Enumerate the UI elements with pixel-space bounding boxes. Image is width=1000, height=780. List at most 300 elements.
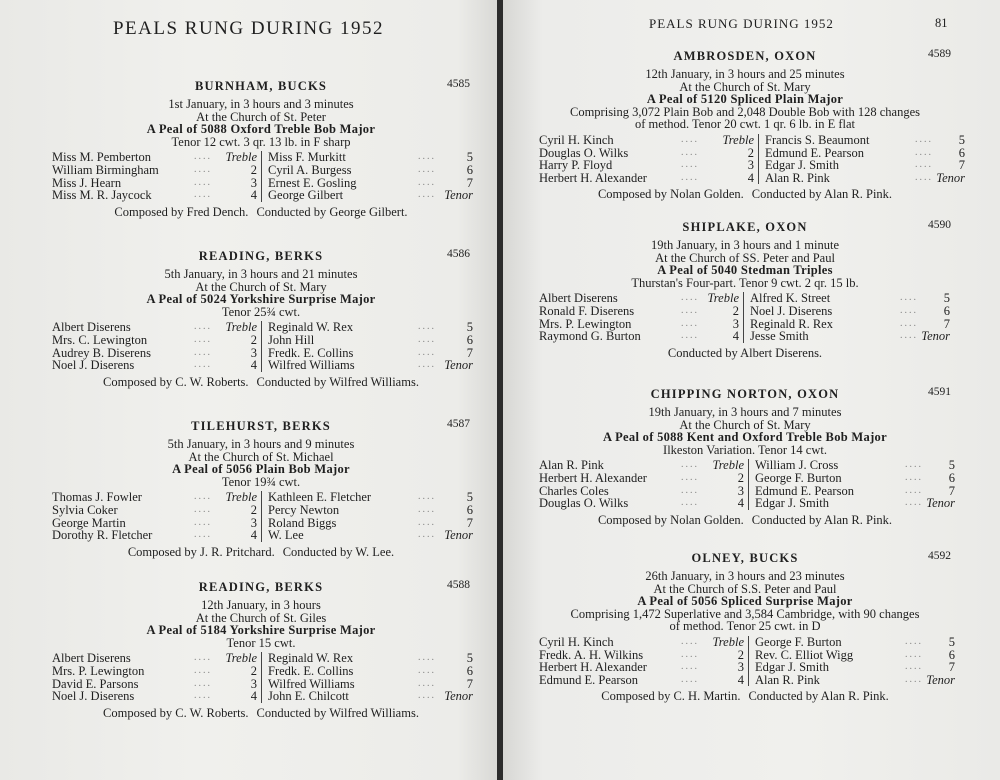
leader-dots: ....	[194, 503, 212, 515]
bell-number: Treble	[712, 634, 744, 649]
conductor-credit: Conducted by Albert Diserens.	[667, 345, 823, 360]
peal-credits	[52, 707, 470, 720]
ringers-column-left	[539, 459, 749, 509]
ringer-name: Edgar J. Smith	[755, 496, 829, 511]
peal-detail-line: At the Church of SS. Peter and Paul	[655, 250, 835, 265]
leader-dots: ....	[681, 661, 699, 673]
peal-tenor: Tenor 15 cwt.	[226, 635, 296, 650]
leader-dots: ....	[194, 677, 212, 689]
bell-number: 4	[732, 329, 739, 344]
ringers-table	[539, 634, 955, 687]
ringer-name: Percy Newton	[268, 502, 340, 517]
peal-record	[52, 248, 473, 389]
leader-dots: ....	[905, 673, 923, 685]
ringers-column-left	[52, 652, 262, 702]
ringer-row	[268, 359, 473, 372]
ringer-row	[755, 674, 955, 687]
ringer-name: Edgar J. Smith	[755, 660, 829, 675]
leader-dots: ....	[681, 133, 699, 145]
peal-detail-line: At the Church of St. Mary	[679, 79, 811, 94]
bell-number: 3	[250, 515, 257, 530]
ringer-name: Miss F. Murkitt	[268, 150, 346, 165]
peal-detail-line: 12th January, in 3 hours and 25 minutes	[645, 67, 845, 81]
ringer-name: Miss J. Hearn	[52, 175, 122, 190]
ringer-row	[268, 334, 473, 347]
ringer-row	[268, 164, 473, 177]
leader-dots: ....	[194, 163, 212, 175]
ringer-name: Fredk. A. H. Wilkins	[539, 647, 644, 662]
bell-number: 4	[737, 672, 744, 687]
running-header-title: PEALS RUNG DURING 1952	[649, 16, 834, 31]
bell-number: 2	[747, 145, 754, 160]
leader-dots: ....	[681, 330, 699, 342]
ringer-row	[52, 504, 257, 517]
leader-dots: ....	[905, 484, 923, 496]
bell-number: 7	[466, 515, 473, 530]
peal-tenor: Tenor 19¾ cwt.	[221, 474, 301, 489]
peal-credits	[52, 546, 470, 559]
bell-number: 2	[737, 470, 744, 485]
bell-number: 5	[958, 132, 965, 147]
bell-number: 5	[466, 150, 473, 165]
ringer-name: Wilfred Williams	[268, 358, 355, 373]
peal-credits	[539, 514, 951, 527]
bell-number: 7	[948, 660, 955, 675]
peal-record	[52, 579, 473, 720]
leader-dots: ....	[905, 661, 923, 673]
ringer-name: Cyril A. Burgess	[268, 162, 352, 177]
leader-dots: ....	[900, 317, 918, 329]
composer-credit: Composed by Fred Dench.	[114, 204, 249, 219]
leader-dots: ....	[194, 321, 212, 333]
leader-dots: ....	[194, 359, 212, 371]
ringers-column-right	[749, 459, 955, 509]
bell-number: 6	[466, 502, 473, 517]
peal-location: BURNHAM, BUCKS	[194, 79, 328, 93]
bell-number: 7	[466, 676, 473, 691]
leader-dots: ....	[905, 635, 923, 647]
ringer-row	[268, 189, 473, 202]
bell-number: 6	[466, 162, 473, 177]
bell-number: Tenor	[444, 358, 473, 373]
bell-number: 4	[250, 689, 257, 704]
composer-credit: Composed by Nolan Golden.	[597, 512, 744, 527]
bell-number: 5	[466, 490, 473, 505]
bell-number: Tenor	[444, 528, 473, 543]
ringer-name: Edmund E. Pearson	[765, 145, 864, 160]
ringer-name: Mrs. P. Lewington	[52, 663, 145, 678]
peal-method-note: Comprising 3,072 Plain Bob and 2,048 Double Bob with 128 changes	[570, 104, 920, 119]
ringer-name: Alan R. Pink	[765, 170, 830, 185]
ringer-row	[750, 330, 950, 343]
ringer-name: Miss M. Pemberton	[52, 150, 151, 165]
bell-number: Tenor	[926, 496, 955, 511]
ringer-row	[52, 334, 257, 347]
ringer-row	[539, 134, 754, 147]
bell-number: 5	[948, 458, 955, 473]
running-header	[503, 16, 1000, 36]
composer-credit: Composed by C. W. Roberts.	[103, 374, 249, 389]
ringer-row	[750, 305, 950, 318]
bell-number: 6	[943, 303, 950, 318]
ringers-table	[52, 490, 473, 543]
leader-dots: ....	[194, 516, 212, 528]
leader-dots: ....	[681, 159, 699, 171]
ringer-name: John E. Chilcott	[268, 689, 349, 704]
bell-number: Tenor	[921, 329, 950, 344]
bell-number: 3	[250, 175, 257, 190]
left-page	[0, 0, 497, 780]
ringer-row	[268, 529, 473, 542]
right-page	[503, 0, 1000, 780]
bell-number: Treble	[722, 132, 754, 147]
ringer-name: Reginald R. Rex	[750, 316, 833, 331]
leader-dots: ....	[418, 516, 436, 528]
leader-dots: ....	[900, 292, 918, 304]
ringer-name: Ronald F. Diserens	[539, 303, 635, 318]
bell-number: Treble	[712, 458, 744, 473]
leader-dots: ....	[681, 648, 699, 660]
ringer-name: Audrey B. Diserens	[52, 345, 151, 360]
leader-dots: ....	[418, 677, 436, 689]
peal-record	[539, 221, 951, 359]
leader-dots: ....	[905, 648, 923, 660]
peal-detail-line: 12th January, in 3 hours	[201, 598, 321, 612]
leader-dots: ....	[418, 359, 436, 371]
ringers-column-right	[262, 321, 473, 371]
conductor-credit: Conducted by W. Lee.	[282, 544, 395, 559]
ringer-row	[52, 189, 257, 202]
composer-credit: Composed by Nolan Golden.	[597, 187, 744, 202]
leader-dots: ....	[418, 189, 436, 201]
peal-heading	[539, 50, 951, 68]
peal-heading	[52, 581, 470, 599]
ringer-name: Fredk. E. Collins	[268, 663, 354, 678]
leader-dots: ....	[194, 690, 212, 702]
peal-title: A Peal of 5184 Yorkshire Surprise Major	[146, 623, 376, 638]
ringer-name: Thomas J. Fowler	[52, 490, 142, 505]
peal-number: 4591	[928, 386, 951, 398]
leader-dots: ....	[194, 652, 212, 664]
ringer-name: William J. Cross	[755, 458, 839, 473]
peal-title: A Peal of 5056 Plain Bob Major	[172, 462, 350, 477]
bell-number: Treble	[225, 150, 257, 165]
leader-dots: ....	[915, 171, 933, 183]
bell-number: 4	[250, 528, 257, 543]
bell-number: Treble	[225, 490, 257, 505]
leader-dots: ....	[900, 330, 918, 342]
bell-number: 5	[466, 651, 473, 666]
ringers-table	[52, 150, 473, 203]
bell-number: 5	[466, 320, 473, 335]
peal-detail-line: 19th January, in 3 hours and 1 minute	[650, 238, 840, 252]
ringer-name: Herbert H. Alexander	[539, 170, 647, 185]
peal-heading	[539, 388, 951, 406]
bell-number: 5	[943, 291, 950, 306]
ringer-name: Kathleen E. Fletcher	[268, 490, 372, 505]
peal-detail-line: At the Church of St. Mary	[195, 279, 327, 294]
bell-number: Tenor	[936, 170, 965, 185]
ringers-column-left	[539, 134, 759, 184]
ringer-row	[52, 690, 257, 703]
bell-number: 2	[737, 647, 744, 662]
ringers-table	[52, 320, 473, 373]
peal-location: SHIPLAKE, OXON	[682, 220, 808, 234]
peal-number: 4589	[928, 48, 951, 60]
ringer-name: Harry P. Floyd	[539, 158, 613, 173]
peal-credits	[52, 206, 470, 219]
ringers-column-right	[262, 652, 473, 702]
peal-record	[539, 386, 955, 527]
ringers-column-right	[262, 151, 473, 201]
peal-location: OLNEY, BUCKS	[691, 551, 799, 565]
peal-detail-line: 19th January, in 3 hours and 7 minutes	[648, 405, 842, 419]
ringer-name: Herbert H. Alexander	[539, 470, 647, 485]
bell-number: 6	[948, 647, 955, 662]
ringer-name: Reginald W. Rex	[268, 651, 354, 666]
peal-detail-line: 26th January, in 3 hours and 23 minutes	[645, 569, 845, 583]
conductor-credit: Conducted by Alan R. Pink.	[751, 187, 893, 202]
leader-dots: ....	[418, 529, 436, 541]
bell-number: 4	[737, 496, 744, 511]
leader-dots: ....	[194, 176, 212, 188]
peal-heading	[539, 221, 951, 239]
bell-number: 6	[958, 145, 965, 160]
bell-number: 6	[466, 663, 473, 678]
ringer-name: John Hill	[268, 332, 315, 347]
bell-number: 3	[250, 676, 257, 691]
ringers-column-left	[52, 491, 262, 541]
ringer-name: George Martin	[52, 515, 126, 530]
leader-dots: ....	[681, 292, 699, 304]
bell-number: 3	[737, 660, 744, 675]
peal-title: A Peal of 5120 Spliced Plain Major	[646, 92, 844, 107]
ringer-name: Sylvia Coker	[52, 502, 118, 517]
ringer-name: Cyril H. Kinch	[539, 132, 614, 147]
leader-dots: ....	[418, 176, 436, 188]
leader-dots: ....	[905, 459, 923, 471]
bell-number: 5	[948, 634, 955, 649]
leader-dots: ....	[194, 151, 212, 163]
leader-dots: ....	[418, 503, 436, 515]
ringer-name: Noel J. Diserens	[750, 303, 833, 318]
peal-method-note: Comprising 1,472 Superlative and 3,584 Cambridge, with 90 changes	[570, 606, 920, 621]
ringer-row	[52, 529, 257, 542]
peal-number: 4585	[447, 78, 470, 90]
composer-credit: Composed by J. R. Pritchard.	[127, 544, 275, 559]
ringer-row	[539, 330, 739, 343]
ringer-row	[52, 359, 257, 372]
ringer-row	[539, 661, 744, 674]
ringer-name: George F. Burton	[755, 634, 842, 649]
leader-dots: ....	[194, 529, 212, 541]
leader-dots: ....	[681, 459, 699, 471]
leader-dots: ....	[900, 304, 918, 316]
peal-method-note: of method. Tenor 25 cwt. in D	[669, 619, 821, 634]
peal-method-note: of method. Tenor 20 cwt. 1 qr. 6 lb. in E flat	[634, 117, 856, 132]
peal-credits	[539, 188, 951, 201]
bell-number: 2	[250, 502, 257, 517]
conductor-credit: Conducted by Wilfred Williams.	[256, 374, 419, 389]
bell-number: 3	[747, 158, 754, 173]
peal-detail-line: 1st January, in 3 hours and 3 minutes	[168, 97, 354, 111]
ringer-row	[539, 674, 744, 687]
ringers-column-left	[52, 321, 262, 371]
ringer-row	[539, 305, 739, 318]
leader-dots: ....	[905, 471, 923, 483]
leader-dots: ....	[418, 346, 436, 358]
page-title: PEALS RUNG DURING 1952	[112, 18, 385, 39]
ringer-row	[755, 497, 955, 510]
bell-number: 6	[466, 332, 473, 347]
bell-number: Tenor	[926, 672, 955, 687]
bell-number: 7	[466, 345, 473, 360]
leader-dots: ....	[681, 317, 699, 329]
bell-number: 4	[250, 358, 257, 373]
ringer-name: Herbert H. Alexander	[539, 660, 647, 675]
peal-heading	[539, 552, 951, 570]
ringer-row	[539, 636, 744, 649]
leader-dots: ....	[418, 690, 436, 702]
leader-dots: ....	[418, 151, 436, 163]
leader-dots: ....	[681, 146, 699, 158]
ringers-table	[539, 292, 951, 342]
peal-heading	[52, 80, 470, 98]
peal-detail-line: At the Church of St. Michael	[188, 449, 334, 464]
ringer-name: W. Lee	[268, 528, 304, 543]
bell-number: 2	[250, 162, 257, 177]
ringer-name: Jesse Smith	[750, 329, 809, 344]
peal-record	[52, 418, 473, 559]
leader-dots: ....	[418, 664, 436, 676]
bell-number: 3	[732, 316, 739, 331]
bell-number: 6	[948, 470, 955, 485]
peal-number: 4587	[447, 418, 470, 430]
peal-location: AMBROSDEN, OXON	[673, 49, 817, 63]
peal-record	[539, 48, 965, 202]
ringer-row	[268, 665, 473, 678]
bell-number: 7	[958, 158, 965, 173]
peal-credits	[539, 690, 951, 703]
leader-dots: ....	[681, 635, 699, 647]
bell-number: 4	[747, 170, 754, 185]
peal-title: A Peal of 5088 Kent and Oxford Treble Bob Major	[603, 430, 887, 445]
bell-number: 2	[250, 332, 257, 347]
bell-number: 7	[948, 483, 955, 498]
ringer-name: Roland Biggs	[268, 515, 337, 530]
leader-dots: ....	[905, 497, 923, 509]
peal-heading	[52, 420, 470, 438]
ringer-row	[52, 665, 257, 678]
peal-number: 4586	[447, 248, 470, 260]
ringer-name: William Birmingham	[52, 162, 159, 177]
ringer-name: Douglas O. Wilks	[539, 145, 629, 160]
ringer-name: David E. Parsons	[52, 676, 139, 691]
peal-tenor: Thurstan's Four-part. Tenor 9 cwt. 2 qr. 15 lb.	[631, 275, 859, 290]
ringer-name: Alan R. Pink	[539, 458, 604, 473]
ringers-table	[52, 651, 473, 704]
ringers-column-left	[539, 292, 744, 342]
conductor-credit: Conducted by George Gilbert.	[256, 204, 408, 219]
bell-number: Tenor	[444, 689, 473, 704]
peal-tenor: Ilkeston Variation. Tenor 14 cwt.	[663, 442, 827, 457]
peal-detail-line: At the Church of S.S. Peter and Paul	[653, 581, 837, 596]
ringer-name: Noel J. Diserens	[52, 689, 135, 704]
bell-number: Treble	[707, 291, 739, 306]
ringer-row	[765, 134, 965, 147]
ringer-name: Albert Diserens	[52, 320, 131, 335]
page-number: 81	[935, 16, 948, 30]
leader-dots: ....	[418, 333, 436, 345]
bell-number: Treble	[225, 651, 257, 666]
ringer-name: Fredk. E. Collins	[268, 345, 354, 360]
bell-number: 3	[737, 483, 744, 498]
ringer-name: Cyril H. Kinch	[539, 634, 614, 649]
peal-record	[52, 78, 473, 219]
peal-detail-line: 5th January, in 3 hours and 9 minutes	[167, 437, 355, 451]
ringer-row	[765, 172, 965, 185]
ringer-name: Wilfred Williams	[268, 676, 355, 691]
peal-detail-line: At the Church of St. Giles	[195, 610, 327, 625]
ringer-name: Francis S. Beaumont	[765, 132, 870, 147]
bell-number: 2	[732, 303, 739, 318]
ringer-row	[755, 472, 955, 485]
peal-title: A Peal of 5056 Spliced Surprise Major	[637, 594, 853, 609]
leader-dots: ....	[194, 491, 212, 503]
peal-heading	[52, 250, 470, 268]
ringer-name: Raymond G. Burton	[539, 329, 641, 344]
ringer-name: Reginald W. Rex	[268, 320, 354, 335]
leader-dots: ....	[194, 333, 212, 345]
conductor-credit: Conducted by Alan R. Pink.	[751, 512, 893, 527]
ringer-name: Mrs. P. Lewington	[539, 316, 632, 331]
ringer-name: Douglas O. Wilks	[539, 496, 629, 511]
ringer-row	[539, 497, 744, 510]
ringer-name: George F. Burton	[755, 470, 842, 485]
composer-credit: Composed by C. W. Roberts.	[103, 705, 249, 720]
peal-number: 4590	[928, 219, 951, 231]
ringers-column-right	[749, 636, 955, 686]
ringer-name: Alan R. Pink	[755, 672, 820, 687]
ringers-column-right	[759, 134, 965, 184]
ringers-column-right	[262, 491, 473, 541]
bell-number: 7	[943, 316, 950, 331]
leader-dots: ....	[418, 321, 436, 333]
leader-dots: ....	[681, 484, 699, 496]
ringer-name: Miss M. R. Jaycock	[52, 188, 152, 203]
peal-detail-line: At the Church of St. Mary	[679, 417, 811, 432]
bell-number: 3	[250, 345, 257, 360]
bell-number: 4	[250, 188, 257, 203]
ringer-row	[539, 159, 754, 172]
peal-tenor: Tenor 12 cwt. 3 qr. 13 lb. in F sharp	[171, 134, 351, 149]
ringer-name: Mrs. C. Lewington	[52, 332, 148, 347]
ringer-row	[755, 661, 955, 674]
peal-number: 4588	[447, 579, 470, 591]
leader-dots: ....	[915, 146, 933, 158]
peal-detail-line: 5th January, in 3 hours and 21 minutes	[164, 267, 358, 281]
bell-number: Treble	[225, 320, 257, 335]
ringer-name: Charles Coles	[539, 483, 609, 498]
ringer-name: Albert Diserens	[539, 291, 618, 306]
ringers-table	[539, 458, 955, 511]
leader-dots: ....	[194, 346, 212, 358]
leader-dots: ....	[681, 471, 699, 483]
ringer-name: Edmund E. Pearson	[755, 483, 854, 498]
ringer-name: Ernest E. Gosling	[268, 175, 357, 190]
peal-tenor: Tenor 25¾ cwt.	[221, 304, 301, 319]
peal-title: A Peal of 5088 Oxford Treble Bob Major	[146, 122, 376, 137]
